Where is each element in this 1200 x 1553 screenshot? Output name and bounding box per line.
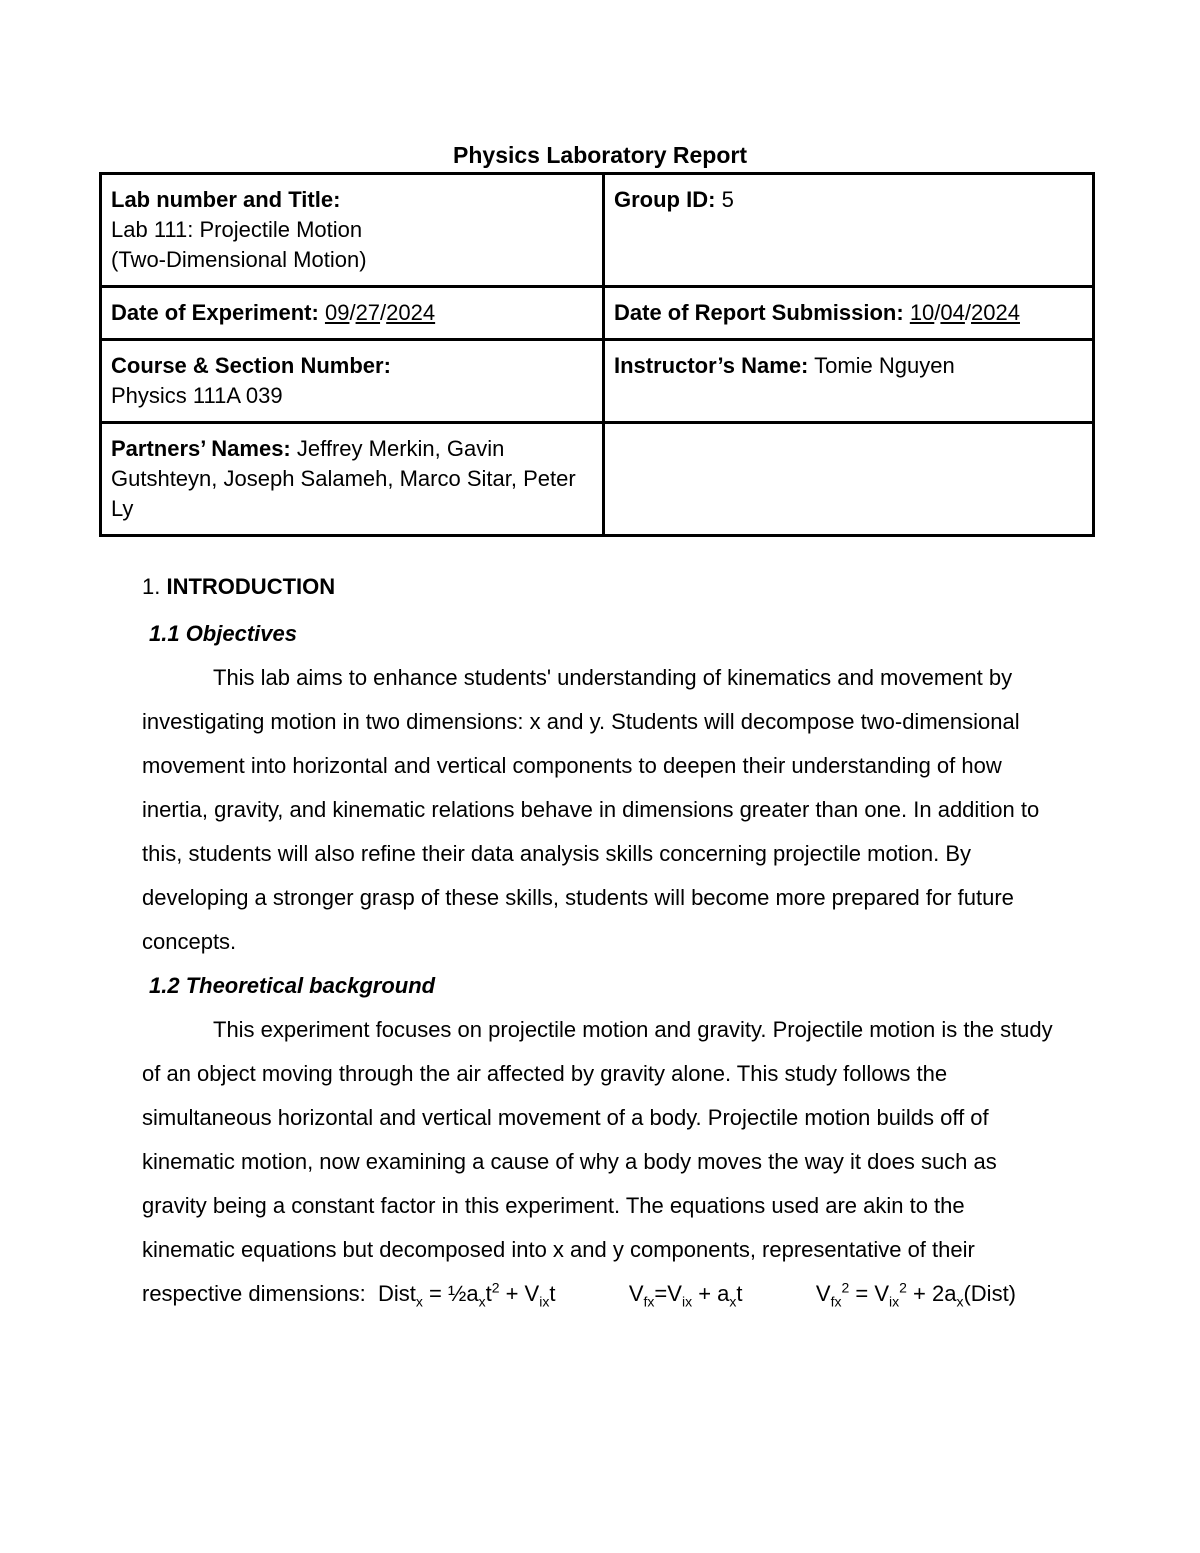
equation-distance: Dist$_x$ = $\frac{1}{2}a_xt^2 + V_{ix}t$ [378, 1279, 556, 1310]
experiment-date-sep: / [349, 300, 356, 325]
course-label: Course & Section Number: [111, 353, 391, 378]
experiment-date-sep: / [380, 300, 387, 325]
submission-date-label: Date of Report Submission: [614, 300, 904, 325]
submission-date-sep: / [934, 300, 941, 325]
submission-date-month: 10 [909, 300, 935, 325]
section-title: INTRODUCTION [166, 574, 336, 599]
partners-label: Partners’ Names: [111, 436, 291, 461]
group-id-label: Group ID: [614, 187, 716, 212]
submission-date-sep: / [964, 300, 972, 325]
objectives-heading: 1.1 Objectives [149, 621, 297, 646]
partners-value: Jeffrey Merkin, Gavin Gutshteyn, Joseph Salameh, Marco Sitar, Peter Ly [111, 436, 576, 521]
equation-velocity-squared: $V_{fx}^2 = V_{ix}^2$ + $2a_x(Dist)$ [815, 1279, 1017, 1310]
page-title: Physics Laboratory Report [453, 142, 747, 168]
course-cell [101, 340, 604, 423]
course-value: Physics 111A 039 [111, 383, 283, 408]
group-id-cell [604, 174, 1094, 287]
experiment-date-label: Date of Experiment: [111, 300, 319, 325]
instructor-value: Tomie Nguyen [814, 353, 955, 378]
lab-title-line2: (Two-Dimensional Motion) [111, 247, 367, 272]
group-id-value: 5 [721, 187, 734, 212]
experiment-date-year: 2024 [386, 300, 436, 325]
equation-velocity: $V_{fx}=V_{ix} + a_xt$ [628, 1281, 743, 1310]
lab-title-line1: Lab 111: Projectile Motion [111, 217, 363, 242]
report-body [142, 570, 1062, 1316]
lab-info-table [99, 172, 1095, 537]
partners-cell [101, 423, 604, 536]
lab-title-label: Lab number and Title: [111, 187, 341, 212]
background-heading: 1.2 Theoretical background [149, 973, 436, 998]
experiment-date-day: 27 [355, 300, 381, 325]
submission-date-year: 2024 [971, 300, 1020, 325]
background-text: This experiment focuses on projectile motion and gravity. Projectile motion is the study of an object moving through the air affected by gravity alone. This study follows the simultaneous horizontal and vertical movement of a body. Projectile motion builds off of kinematic motion, now examining a cause of why a body moves the way it does such as gravity being a constant factor in this experiment. The equations used are akin to the kinematic equations but decomposed into x and y components, representative of their respective dimensions: [142, 1017, 1053, 1306]
experiment-date-cell [101, 287, 604, 340]
lab-title-cell [101, 174, 604, 287]
submission-date-day: 04 [940, 300, 965, 325]
section-number: 1. [142, 574, 161, 599]
experiment-date-month: 09 [324, 300, 350, 325]
submission-date-cell [604, 287, 1094, 340]
instructor-cell [604, 340, 1094, 423]
section-heading-introduction [142, 570, 1062, 612]
objectives-paragraph: This lab aims to enhance students' understanding of kinematics and movement by investigating motion in two dimensions: x and y. Students will decompose two-dimensional movement into horizontal and vertical components to deepen their understanding of how inertia, gravity, and kinematic relations behave in dimensions greater than one. In addition to this, students will also refine their data analysis skills concerning projectile motion. By developing a stronger grasp of these skills, students will become more prepared for future concepts. [142, 665, 1040, 954]
background-paragraph [142, 1008, 1062, 1316]
empty-cell [604, 423, 1094, 536]
instructor-label: Instructor’s Name: [614, 353, 809, 378]
